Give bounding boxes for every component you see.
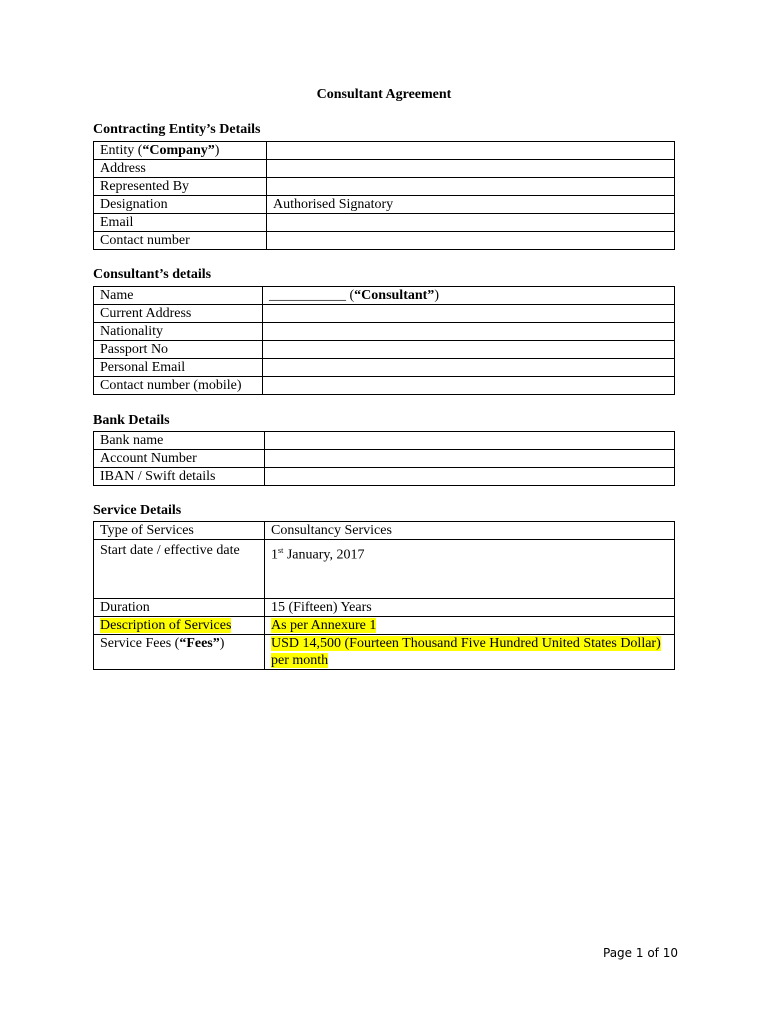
personal-email-value [263, 359, 675, 377]
address-value [267, 160, 675, 178]
service-heading: Service Details [93, 503, 182, 518]
name-value: ___________ (“Consultant”) [263, 287, 675, 305]
table-row [94, 468, 675, 486]
fees-value: USD 14,500 (Fourteen Thousand Five Hundred United States Dollar) per month [265, 635, 675, 670]
name-label: Name [94, 287, 263, 305]
table-row [94, 617, 675, 635]
designation-label: Designation [94, 196, 267, 214]
document-title: Consultant Agreement [316, 87, 452, 102]
iban-label: IBAN / Swift details [94, 468, 265, 486]
bank-name-value [265, 432, 675, 450]
start-date-label: Start date / effective date [94, 540, 265, 599]
account-number-value [265, 450, 675, 468]
table-row [94, 160, 675, 178]
description-value: As per Annexure 1 [265, 617, 675, 635]
table-row [94, 178, 675, 196]
contact-number-label: Contact number [94, 232, 267, 250]
entity-label: Entity (“Company”) [94, 142, 267, 160]
table-row [94, 142, 675, 160]
table-row [94, 635, 675, 670]
bank-heading: Bank Details [93, 413, 170, 428]
duration-label: Duration [94, 599, 265, 617]
table-row [94, 305, 675, 323]
designation-value: Authorised Signatory [267, 196, 675, 214]
service-table [93, 521, 675, 670]
table-row [94, 359, 675, 377]
table-row [94, 522, 675, 540]
table-row [94, 599, 675, 617]
bank-name-label: Bank name [94, 432, 265, 450]
iban-value [265, 468, 675, 486]
represented-by-label: Represented By [94, 178, 267, 196]
current-address-label: Current Address [94, 305, 263, 323]
personal-email-label: Personal Email [94, 359, 263, 377]
table-row [94, 214, 675, 232]
start-date-value: 1st January, 2017 [265, 540, 675, 599]
mobile-value [263, 377, 675, 395]
table-row [94, 196, 675, 214]
current-address-value [263, 305, 675, 323]
table-row [94, 377, 675, 395]
passport-label: Passport No [94, 341, 263, 359]
entity-value [267, 142, 675, 160]
mobile-label: Contact number (mobile) [94, 377, 263, 395]
consultant-heading: Consultant’s details [93, 267, 212, 282]
table-row [94, 450, 675, 468]
contact-number-value [267, 232, 675, 250]
service-type-value: Consultancy Services [265, 522, 675, 540]
consultant-table [93, 286, 675, 395]
service-type-label: Type of Services [94, 522, 265, 540]
email-label: Email [94, 214, 267, 232]
table-row [94, 341, 675, 359]
address-label: Address [94, 160, 267, 178]
nationality-value [263, 323, 675, 341]
table-row [94, 287, 675, 305]
table-row [94, 432, 675, 450]
table-row [94, 540, 675, 599]
description-label: Description of Services [94, 617, 265, 635]
nationality-label: Nationality [94, 323, 263, 341]
passport-value [263, 341, 675, 359]
page-number: Page 1 of 10 [603, 946, 678, 960]
account-number-label: Account Number [94, 450, 265, 468]
company-table [93, 141, 675, 250]
represented-by-value [267, 178, 675, 196]
fees-label: Service Fees (“Fees”) [94, 635, 265, 670]
email-value [267, 214, 675, 232]
company-heading: Contracting Entity’s Details [93, 122, 261, 137]
bank-table [93, 431, 675, 486]
duration-value: 15 (Fifteen) Years [265, 599, 675, 617]
table-row [94, 323, 675, 341]
table-row [94, 232, 675, 250]
